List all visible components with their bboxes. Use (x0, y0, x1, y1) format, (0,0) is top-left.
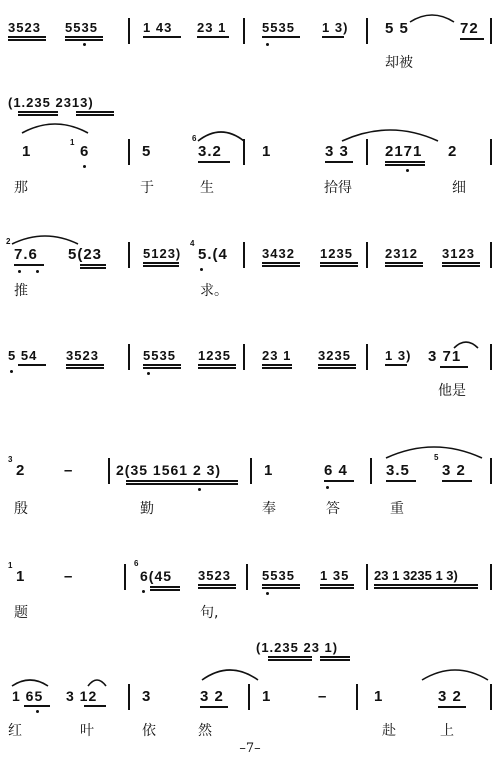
underline (198, 587, 236, 589)
grace-note: 1 (70, 138, 75, 147)
underline (18, 111, 58, 113)
note-group: 5 54 (8, 348, 38, 363)
octave-dot (266, 43, 269, 46)
note-group: 3523 (66, 348, 99, 363)
barline (243, 344, 245, 370)
note-group: 1 (16, 568, 26, 585)
note-group: – (64, 568, 74, 585)
score-system-1 (0, 18, 500, 78)
barline (128, 18, 130, 44)
note-group: 6(45 (140, 568, 173, 584)
underline (80, 267, 106, 269)
grace-note: 6 (134, 559, 139, 568)
note-group: 6 4 (324, 462, 348, 479)
underline (150, 589, 180, 591)
note-group: 3 (142, 688, 152, 705)
underline (320, 265, 358, 267)
note-group: 1 43 (143, 20, 173, 35)
octave-dot (198, 488, 201, 491)
note-group: 3 2 (200, 688, 224, 705)
note-group: 2312 (385, 246, 418, 261)
barline (490, 564, 492, 590)
note-group: 72 (460, 20, 479, 37)
note-group: 5 (142, 143, 152, 160)
note-group: 3 3 (325, 143, 349, 160)
octave-dot (142, 590, 145, 593)
lyric: 红 (8, 723, 22, 739)
underline (143, 364, 181, 366)
underline (8, 39, 46, 41)
barline (243, 18, 245, 44)
slur (10, 676, 50, 688)
score-system-5 (0, 422, 500, 522)
underline (143, 265, 179, 267)
barline (366, 18, 368, 44)
slur (340, 125, 440, 143)
underline (198, 161, 230, 163)
grace-note: 1 (8, 561, 13, 570)
note-group: – (318, 688, 328, 705)
score-system-7 (0, 640, 500, 740)
note-group: 23 1 (262, 348, 292, 363)
barline (490, 344, 492, 370)
octave-dot (36, 270, 39, 273)
barline (128, 684, 130, 710)
note-group: 3 71 (428, 348, 462, 365)
lyric: 于 (140, 180, 154, 196)
barline (490, 242, 492, 268)
underline (262, 262, 300, 264)
barline (490, 18, 492, 44)
lyric: 推 (14, 283, 28, 299)
underline (126, 480, 238, 482)
lyric: 殷 (14, 501, 28, 517)
barline (490, 684, 492, 710)
note-group: 1 (374, 688, 384, 705)
lyric: 生 (200, 180, 214, 196)
underline (385, 164, 425, 166)
barline (248, 684, 250, 710)
note-group: 2(35 1561 2 3) (116, 462, 222, 478)
lyric: 叶 (80, 723, 94, 739)
underline (76, 114, 114, 116)
barline (108, 458, 110, 484)
lyric: 勤 (140, 501, 154, 517)
barline (366, 344, 368, 370)
underline (126, 483, 238, 485)
lyric: 拾得 (324, 180, 352, 196)
note-group: 5535 (262, 20, 295, 35)
page-number: –7– (239, 741, 261, 756)
note-group: 1 (22, 143, 32, 160)
underline (442, 265, 480, 267)
underline (24, 705, 50, 707)
barline (246, 564, 248, 590)
underline (143, 36, 181, 38)
note-group: 23 1 3235 1 3) (374, 568, 458, 583)
underline (318, 364, 356, 366)
underline (197, 36, 229, 38)
grace-note: 4 (190, 239, 195, 248)
slur (86, 676, 108, 688)
underline (320, 262, 358, 264)
lyric: 句, (200, 605, 219, 621)
octave-dot (10, 370, 13, 373)
barline (250, 458, 252, 484)
underline (322, 36, 344, 38)
underline (385, 364, 407, 366)
underline (320, 656, 350, 658)
note-group: 3432 (262, 246, 295, 261)
underline (320, 659, 350, 661)
note-group: 5.(4 (198, 246, 228, 263)
grace-note: 6 (192, 134, 197, 143)
note-group: 2171 (385, 143, 423, 160)
underline (18, 364, 46, 366)
underline (84, 705, 106, 707)
score-system-2 (0, 95, 500, 200)
barline (370, 458, 372, 484)
underline (386, 480, 416, 482)
underline (262, 36, 300, 38)
underline (198, 584, 236, 586)
note-group: 7.6 (14, 246, 38, 263)
octave-dot (266, 592, 269, 595)
underline (374, 587, 478, 589)
note-group: 3.5 (386, 462, 410, 479)
lyric: 奉 (262, 501, 276, 517)
underline (318, 367, 356, 369)
slur (10, 232, 80, 246)
grace-note: 5 (434, 453, 439, 462)
intro-phrase: (1.235 23 1) (256, 640, 339, 655)
barline (490, 458, 492, 484)
score-system-3 (0, 228, 500, 298)
underline (440, 366, 468, 368)
underline (385, 262, 423, 264)
note-group: 2 (16, 462, 26, 479)
underline (385, 265, 423, 267)
grace-note: 2 (6, 237, 11, 246)
lyric: 上 (440, 723, 454, 739)
grace-note: 3 (8, 455, 13, 464)
lyric: 答 (326, 501, 340, 517)
octave-dot (83, 43, 86, 46)
underline (150, 586, 180, 588)
octave-dot (83, 165, 86, 168)
note-group: 1 (264, 462, 274, 479)
underline (385, 161, 425, 163)
lyric: 赴 (382, 723, 396, 739)
lyric: 题 (14, 605, 28, 621)
octave-dot (18, 270, 21, 273)
note-group: 5535 (143, 348, 176, 363)
note-group: 1 65 (12, 688, 44, 704)
note-group: 23 1 (197, 20, 227, 35)
octave-dot (406, 169, 409, 172)
lyric: 却被 (385, 55, 413, 71)
octave-dot (200, 268, 203, 271)
underline (200, 706, 228, 708)
underline (262, 265, 300, 267)
note-group: 3 2 (438, 688, 462, 705)
underline (438, 706, 466, 708)
underline (8, 36, 46, 38)
barline (366, 564, 368, 590)
barline (128, 139, 130, 165)
note-group: 1 3) (385, 348, 412, 363)
slur (20, 119, 90, 135)
slur (196, 127, 246, 143)
underline (460, 38, 484, 40)
underline (374, 584, 478, 586)
underline (442, 262, 480, 264)
note-group: 3523 (8, 20, 41, 35)
note-group: 1 (262, 143, 272, 160)
note-group: 5 5 (385, 20, 409, 37)
note-group: 6 (80, 143, 90, 160)
note-group: 2 (448, 143, 458, 160)
note-group: 3523 (198, 568, 231, 583)
lyric: 细 (452, 180, 466, 196)
underline (262, 364, 292, 366)
underline (66, 364, 104, 366)
underline (198, 367, 236, 369)
octave-dot (326, 486, 329, 489)
octave-dot (36, 710, 39, 713)
underline (143, 262, 179, 264)
lyric: 求。 (200, 283, 228, 299)
note-group: 5535 (65, 20, 98, 35)
lyric: 他是 (438, 383, 466, 399)
underline (18, 114, 58, 116)
note-group: 1 (262, 688, 272, 705)
barline (490, 139, 492, 165)
slur (420, 664, 490, 682)
barline (128, 344, 130, 370)
underline (65, 36, 103, 38)
note-group: 3123 (442, 246, 475, 261)
underline (80, 264, 106, 266)
underline (262, 584, 300, 586)
underline (320, 584, 354, 586)
score-system-4 (0, 348, 500, 412)
underline (66, 367, 104, 369)
underline (198, 364, 236, 366)
slur (200, 664, 260, 682)
underline (324, 480, 354, 482)
underline (262, 367, 292, 369)
lyric: 然 (198, 723, 212, 739)
underline (325, 161, 353, 163)
note-group: 1 3) (322, 20, 349, 35)
note-group: 1235 (198, 348, 231, 363)
note-group: 3235 (318, 348, 351, 363)
octave-dot (147, 372, 150, 375)
underline (76, 111, 114, 113)
underline (143, 367, 181, 369)
slur (408, 10, 458, 24)
underline (262, 587, 300, 589)
barline (356, 684, 358, 710)
note-group: 3 2 (442, 462, 466, 479)
barline (366, 242, 368, 268)
note-group: 3 12 (66, 688, 98, 704)
score-system-6 (0, 548, 500, 621)
underline (14, 264, 44, 266)
note-group: 5123) (143, 246, 182, 261)
underline (442, 480, 472, 482)
lyric: 依 (142, 723, 156, 739)
underline (268, 656, 312, 658)
lyric: 那 (14, 180, 28, 196)
note-group: 5(23 (68, 246, 103, 263)
underline (65, 39, 103, 41)
note-group: 1 35 (320, 568, 350, 583)
note-group: 5535 (262, 568, 295, 583)
lyric: 重 (390, 501, 404, 517)
intro-phrase: (1.235 2313) (8, 95, 94, 110)
barline (243, 242, 245, 268)
note-group: 3.2 (198, 143, 222, 160)
barline (124, 564, 126, 590)
underline (320, 587, 354, 589)
note-group: – (64, 462, 74, 479)
underline (268, 659, 312, 661)
note-group: 1235 (320, 246, 353, 261)
barline (128, 242, 130, 268)
